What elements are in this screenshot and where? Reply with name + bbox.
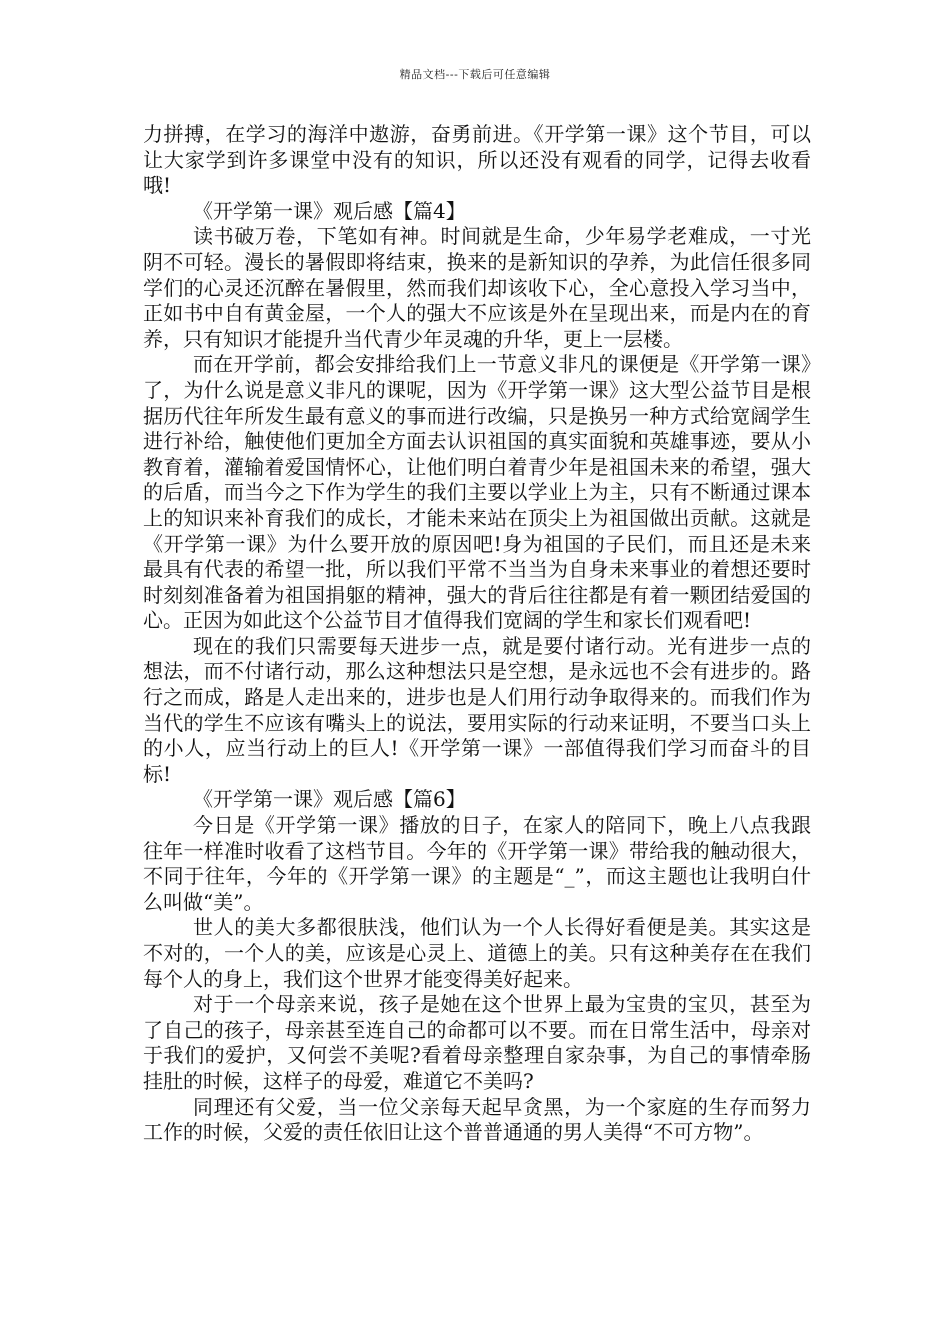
page-header: 精品文档---下载后可任意编辑 bbox=[399, 68, 551, 81]
paragraph: 读书破万卷，下笔如有神。时间就是生命，少年易学老难成，一寸光阴不可轻。漫长的暑假即将结束，换来的是新知识的孕养，为此信任很多同学们的心灵还沉醉在暑假里，然而我们却该收下心，全心意投入学习当中，正如书中自有黄金屋，一个人的强大不应该是外在呈现出来，而是内在的育养，只有知识才能提升当代青少年灵魂的升华，更上一层楼。 bbox=[143, 224, 811, 351]
paragraph: 同理还有父爱，当一位父亲每天起早贪黑，为一个家庭的生存而努力工作的时候，父爱的责任依旧让这个普普通通的男人美得“不可方物”。 bbox=[143, 1094, 811, 1145]
paragraph: 世人的美大多都很肤浅，他们认为一个人长得好看便是美。其实这是不对的，一个人的美，应该是心灵上、道德上的美。只有这种美存在在我们每个人的身上，我们这个世界才能变得美好起来。 bbox=[143, 915, 811, 991]
document-body bbox=[143, 122, 811, 1146]
paragraph: 今日是《开学第一课》播放的日子，在家人的陪同下，晚上八点我跟往年一样准时收看了这档节目。今年的《开学第一课》带给我的触动很大，不同于往年，今年的《开学第一课》的主题是“_”，而这主题也让我明白什么叫做“美”。 bbox=[143, 813, 811, 914]
paragraph: 现在的我们只需要每天进步一点，就是要付诸行动。光有进步一点的想法，而不付诸行动，那么这种想法只是空想，是永远也不会有进步的。路行之而成，路是人走出来的，进步也是人们用行动争取得来的。而我们作为当代的学生不应该有嘴头上的说法，要用实际的行动来证明，不要当口头上的小人，应当行动上的巨人!《开学第一课》一部值得我们学习而奋斗的目标! bbox=[143, 633, 811, 786]
paragraph: 而在开学前，都会安排给我们上一节意义非凡的课便是《开学第一课》了，为什么说是意义非凡的课呢，因为《开学第一课》这大型公益节目是根据历代往年所发生最有意义的事而进行改编，只是换另一种方式给宽阔学生进行补给，触使他们更加全方面去认识祖国的真实面貌和英雄事迹，要从小教育着，灌输着爱国情怀心，让他们明白着青少年是祖国未来的希望，强大的后盾，而当今之下作为学生的我们主要以学业上为主，只有不断通过课本上的知识来补育我们的成长，才能未来站在顶尖上为祖国做出贡献。这就是《开学第一课》为什么要开放的原因吧!身为祖国的子民们，而且还是未来最具有代表的希望一批，所以我们平常不当当为自身未来事业的着想还要时时刻刻准备着为祖国捐躯的精神，强大的背后往往都是有着一颗团结爱国的心。正因为如此这个公益节目才值得我们宽阔的学生和家长们观看吧! bbox=[143, 352, 811, 633]
paragraph: 力拼搏，在学习的海洋中遨游，奋勇前进。《开学第一课》这个节目，可以让大家学到许多课堂中没有的知识，所以还没有观看的同学，记得去收看哦! bbox=[143, 122, 811, 198]
section-heading: 《开学第一课》观后感【篇6】 bbox=[193, 787, 466, 812]
section-heading: 《开学第一课》观后感【篇4】 bbox=[193, 198, 466, 223]
paragraph: 对于一个母亲来说，孩子是她在这个世界上最为宝贵的宝贝，甚至为了自己的孩子，母亲甚至连自己的命都可以不要。而在日常生活中，母亲对于我们的爱护，又何尝不美呢?看着母亲整理自家杂事，为自己的事情牵肠挂肚的时候，这样子的母爱，难道它不美吗? bbox=[143, 992, 811, 1093]
